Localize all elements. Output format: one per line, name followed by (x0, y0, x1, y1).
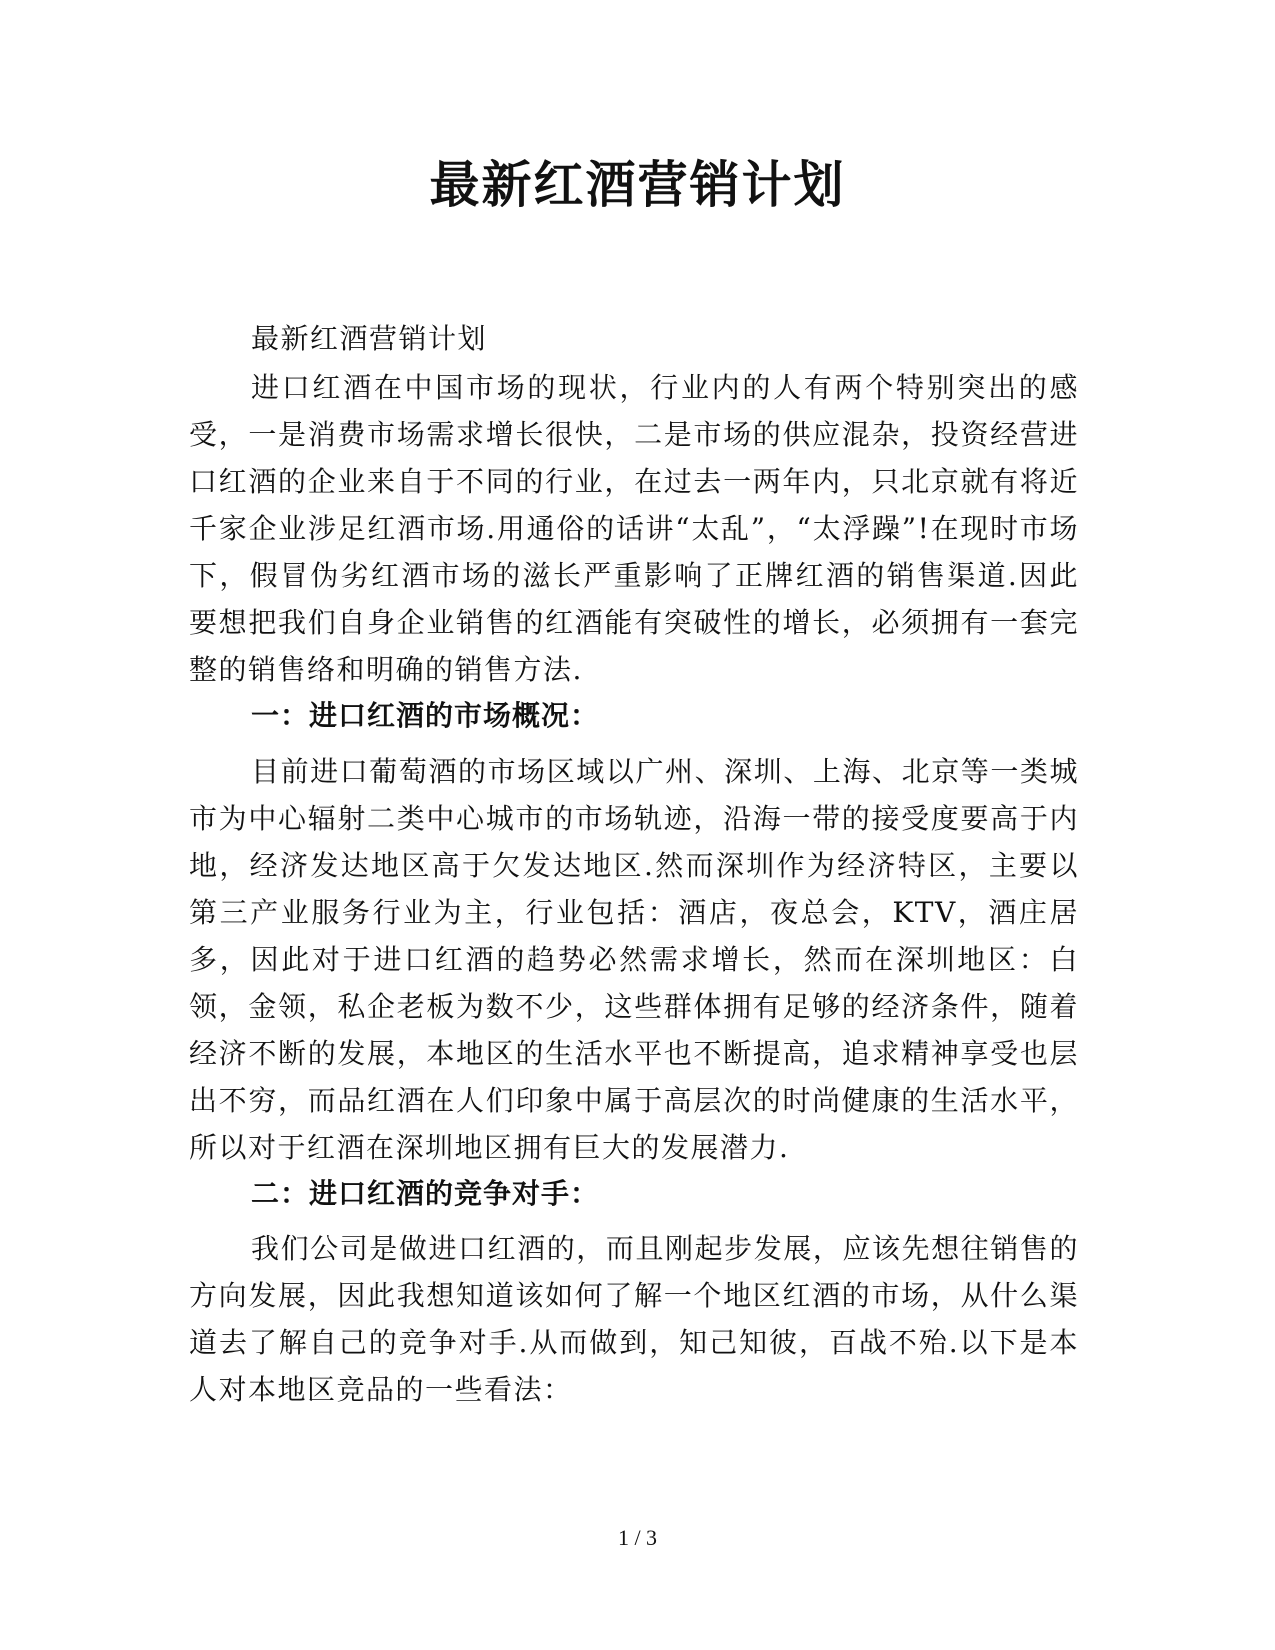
paragraph-market-overview: 目前进口葡萄酒的市场区域以广州、深圳、上海、北京等一类城市为中心辐射二类中心城市的市场轨迹，沿海一带的接受度要高于内地，经济发达地区高于欠发达地区.然而深圳作为经济特区，主要以第三产业服务行业为主，行业包括：酒店，夜总会，KTV，酒庄居多，因此对于进口红酒的趋势必然需求增长，然而在深圳地区：白领，金领，私企老板为数不少，这些群体拥有足够的经济条件，随着经济不断的发展，本地区的生活水平也不断提高，追求精神享受也层出不穷，而品红酒在人们印象中属于高层次的时尚健康的生活水平，所以对于红酒在深圳地区拥有巨大的发展潜力. (189, 755, 1079, 1164)
page-number: 1 / 3 (617, 1525, 658, 1550)
section-heading-market-overview: 一：进口红酒的市场概况： (251, 699, 600, 732)
document-subtitle: 最新红酒营销计划 (251, 322, 488, 355)
paragraph-intro: 进口红酒在中国市场的现状，行业内的人有两个特别突出的感受，一是消费市场需求增长很快，二是市场的供应混杂，投资经营进口红酒的企业来自于不同的行业，在过去一两年内，只北京就有将近千家企业涉足红酒市场.用通俗的话讲“太乱”，“太浮躁”!在现时市场下，假冒伪劣红酒市场的滋长严重影响了正牌红酒的销售渠道.因此要想把我们自身企业销售的红酒能有突破性的增长，必须拥有一套完整的销售络和明确的销售方法. (189, 371, 1079, 686)
paragraph-competitors: 我们公司是做进口红酒的，而且刚起步发展，应该先想往销售的方向发展，因此我想知道该如何了解一个地区红酒的市场，从什么渠道去了解自己的竞争对手.从而做到，知己知彼，百战不殆.以下是本人对本地区竞品的一些看法： (189, 1232, 1079, 1406)
document-title: 最新红酒营销计划 (429, 155, 846, 214)
section-heading-competitors: 二：进口红酒的竞争对手： (251, 1177, 600, 1210)
